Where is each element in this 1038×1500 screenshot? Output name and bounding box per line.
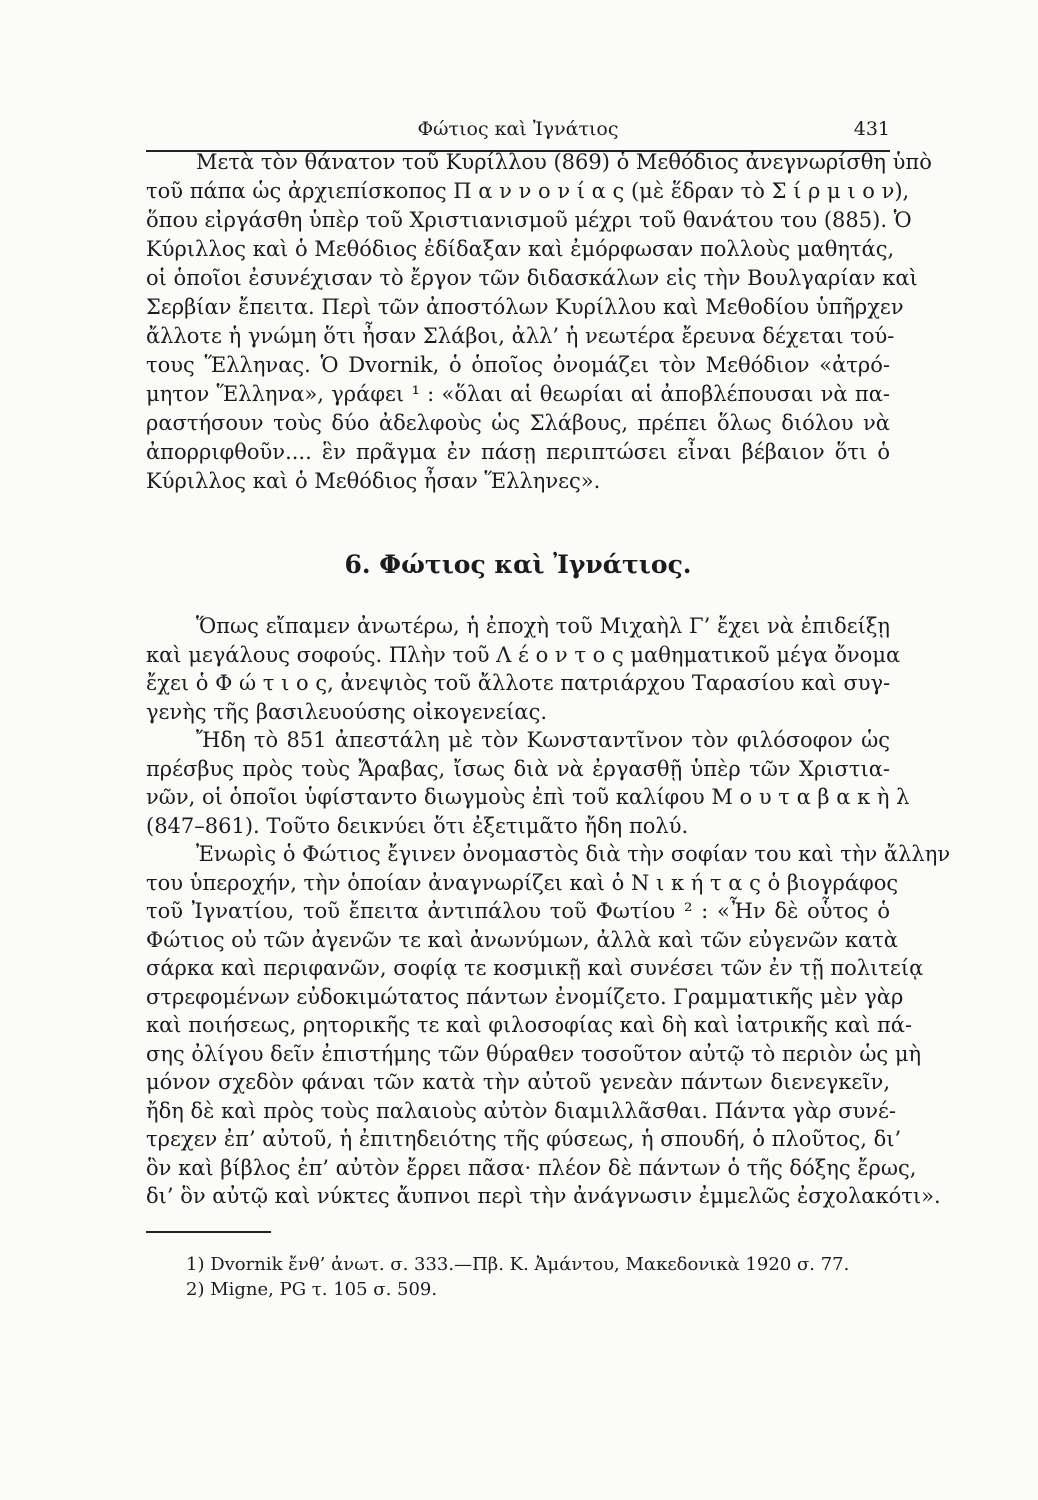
text-line: ὅπου εἰργάσθη ὑπὲρ τοῦ Χριστιανισμοῦ μέχρι τοῦ θανάτου του (885). Ὁ — [146, 208, 912, 232]
text-line: δι’ ὃν αὐτῷ καὶ νύκτες ἄυπνοι περὶ τὴν ἀνάγνωσιν ἐμμελῶς ἐσχολακότι». — [146, 1184, 941, 1208]
text-line: τοῦ Ἰγνατίου, τοῦ ἔπειτα ἀντιπάλου τοῦ Φωτίου ² : «Ἦν δὲ οὗτος ὁ — [146, 899, 890, 923]
footnote-rule — [146, 1231, 271, 1233]
page-number: 431 — [853, 118, 890, 140]
body-text-after — [146, 612, 951, 1211]
footnotes — [186, 1252, 849, 1302]
text-line: γενὴς τῆς βασιλευούσης οἰκογενείας. — [146, 699, 548, 724]
text-line: τοῦ πάπα ὡς ἀρχιεπίσκοπος Π α ν ν ο ν ί α ς (μὲ ἕδραν τὸ Σ ί ρ μ ι ο ν), — [146, 179, 910, 203]
text-line: σάρκα καὶ περιφανῶν, σοφίᾳ τε κοσμικῇ καὶ συνέσει τῶν ἐν τῇ πολιτείᾳ — [146, 956, 924, 980]
text-line: ἔχει ὁ Φ ώ τ ι ο ς, ἀνεψιὸς τοῦ ἄλλοτε πατριάρχου Ταρασίου καὶ συγ- — [146, 671, 891, 695]
text-line: πρέσβυς πρὸς τοὺς Ἄραβας, ἴσως διὰ νὰ ἐργασθῇ ὑπὲρ τῶν Χριστια- — [146, 756, 890, 781]
footnote-2: 2) Migne, PG τ. 105 σ. 509. — [186, 1279, 438, 1300]
text-line: Μετὰ τὸν θάνατον τοῦ Κυρίλλου (869) ὁ Μεθόδιος ἀνεγνωρίσθη ὑπὸ — [196, 150, 932, 174]
running-header — [146, 118, 890, 144]
footnote-1: 1) Dvornik ἔνθ’ ἀνωτ. σ. 333.—Πβ. Κ. Ἀμάντου, Μακεδονικὰ 1920 σ. 77. — [186, 1254, 850, 1275]
text-line: στρεφομένων εὐδοκιμώτατος πάντων ἐνομίζετο. Γραμματικῆς μὲν γὰρ — [146, 984, 904, 1009]
text-line: τους Ἕλληνας. Ὁ Dvornik, ὁ ὁποῖος ὀνομάζει τὸν Μεθόδιον «ἀτρό- — [146, 353, 890, 377]
text-line: ἄλλοτε ἡ γνώμη ὅτι ἦσαν Σλάβοι, ἀλλ’ ἡ νεωτέρα ἔρευνα δέχεται τού- — [146, 324, 895, 348]
text-line: Σερβίαν ἔπειτα. Περὶ τῶν ἀποστόλων Κυρίλλου καὶ Μεθοδίου ὑπῆρχεν — [146, 295, 904, 319]
text-line: ἤδη δὲ καὶ πρὸς τοὺς παλαιοὺς αὐτὸν διαμιλλᾶσθαι. Πάντα γὰρ συνέ- — [146, 1098, 896, 1123]
body-text-before — [146, 148, 932, 496]
text-line: μόνον σχεδὸν φάναι τῶν κατὰ τὴν αὐτοῦ γενεὰν πάντων διενεγκεῖν, — [146, 1070, 890, 1094]
text-line: ἀπορριφθοῦν.... ἓν πρᾶγμα ἐν πάσῃ περιπτώσει εἶναι βέβαιον ὅτι ὁ — [146, 440, 890, 464]
text-line: καὶ ποιήσεως, ρητορικῆς τε καὶ φιλοσοφίας καὶ δὴ καὶ ἰατρικῆς καὶ πά- — [146, 1013, 913, 1037]
text-line: Ἤδη τὸ 851 ἀπεστάλη μὲ τὸν Κωνσταντῖνον τὸν φιλόσοφον ὡς — [196, 728, 890, 752]
text-line: νῶν, οἱ ὁποῖοι ὑφίσταντο διωγμοὺς ἐπὶ τοῦ καλίφου Μ ο υ τ α β α κ ὴ λ — [146, 785, 910, 809]
text-line: (847–861). Τοῦτο δεικνύει ὅτι ἐξετιμᾶτο ἤδη πολύ. — [146, 813, 689, 838]
text-line: του ὑπεροχήν, τὴν ὁποίαν ἀναγνωρίζει καὶ ὁ Ν ι κ ή τ α ς ὁ βιογράφος — [146, 870, 899, 895]
text-line: Κύριλλος καὶ ὁ Μεθόδιος ἦσαν Ἕλληνες». — [146, 469, 601, 493]
text-line: ραστήσουν τοὺς δύο ἀδελφοὺς ὡς Σλάβους, πρέπει ὅλως διόλου νὰ — [146, 411, 890, 435]
section-heading: 6. Φώτιος καὶ Ἰγνάτιος. — [344, 550, 692, 579]
text-line: Ἐνωρὶς ὁ Φώτιος ἔγινεν ὀνομαστὸς διὰ τὴν σοφίαν του καὶ τὴν ἄλλην — [196, 842, 951, 866]
text-line: μητον Ἕλληνα», γράφει ¹ : «ὅλαι αἱ θεωρίαι αἱ ἀποβλέπουσαι νὰ πα- — [146, 382, 890, 406]
text-line: καὶ μεγάλους σοφούς. Πλὴν τοῦ Λ έ ο ν τ ο ς μαθηματικοῦ μέγα ὄνομα — [146, 642, 901, 667]
running-title: Φώτιος καὶ Ἰγνάτιος — [417, 118, 619, 140]
text-line: Φώτιος οὐ τῶν ἀγενῶν τε καὶ ἀνωνύμων, ἀλλὰ καὶ τῶν εὐγενῶν κατὰ — [146, 927, 898, 952]
text-line: Ὅπως εἴπαμεν ἀνωτέρω, ἡ ἐποχὴ τοῦ Μιχαὴλ Γ’ ἔχει νὰ ἐπιδείξῃ — [196, 614, 890, 638]
text-line: σης ὀλίγου δεῖν ἐπιστήμης τῶν θύραθεν τοσοῦτον αὐτῷ τὸ περιὸν ὡς μὴ — [146, 1041, 922, 1066]
text-line: Κύριλλος καὶ ὁ Μεθόδιος ἐδίδαξαν καὶ ἐμόρφωσαν πολλοὺς μαθητάς, — [146, 237, 895, 261]
text-line: ὃν καὶ βίβλος ἐπ’ αὐτὸν ἔρρει πᾶσα· πλέον δὲ πάντων ὁ τῆς δόξης ἔρως, — [146, 1155, 917, 1180]
text-line: οἱ ὁποῖοι ἐσυνέχισαν τὸ ἔργον τῶν διδασκάλων εἰς τὴν Βουλγαρίαν καὶ — [146, 266, 918, 290]
text-line: τρεχεν ἐπ’ αὐτοῦ, ἡ ἐπιτηδειότης τῆς φύσεως, ἡ σπουδή, ὁ πλοῦτος, δι’ — [146, 1127, 902, 1151]
